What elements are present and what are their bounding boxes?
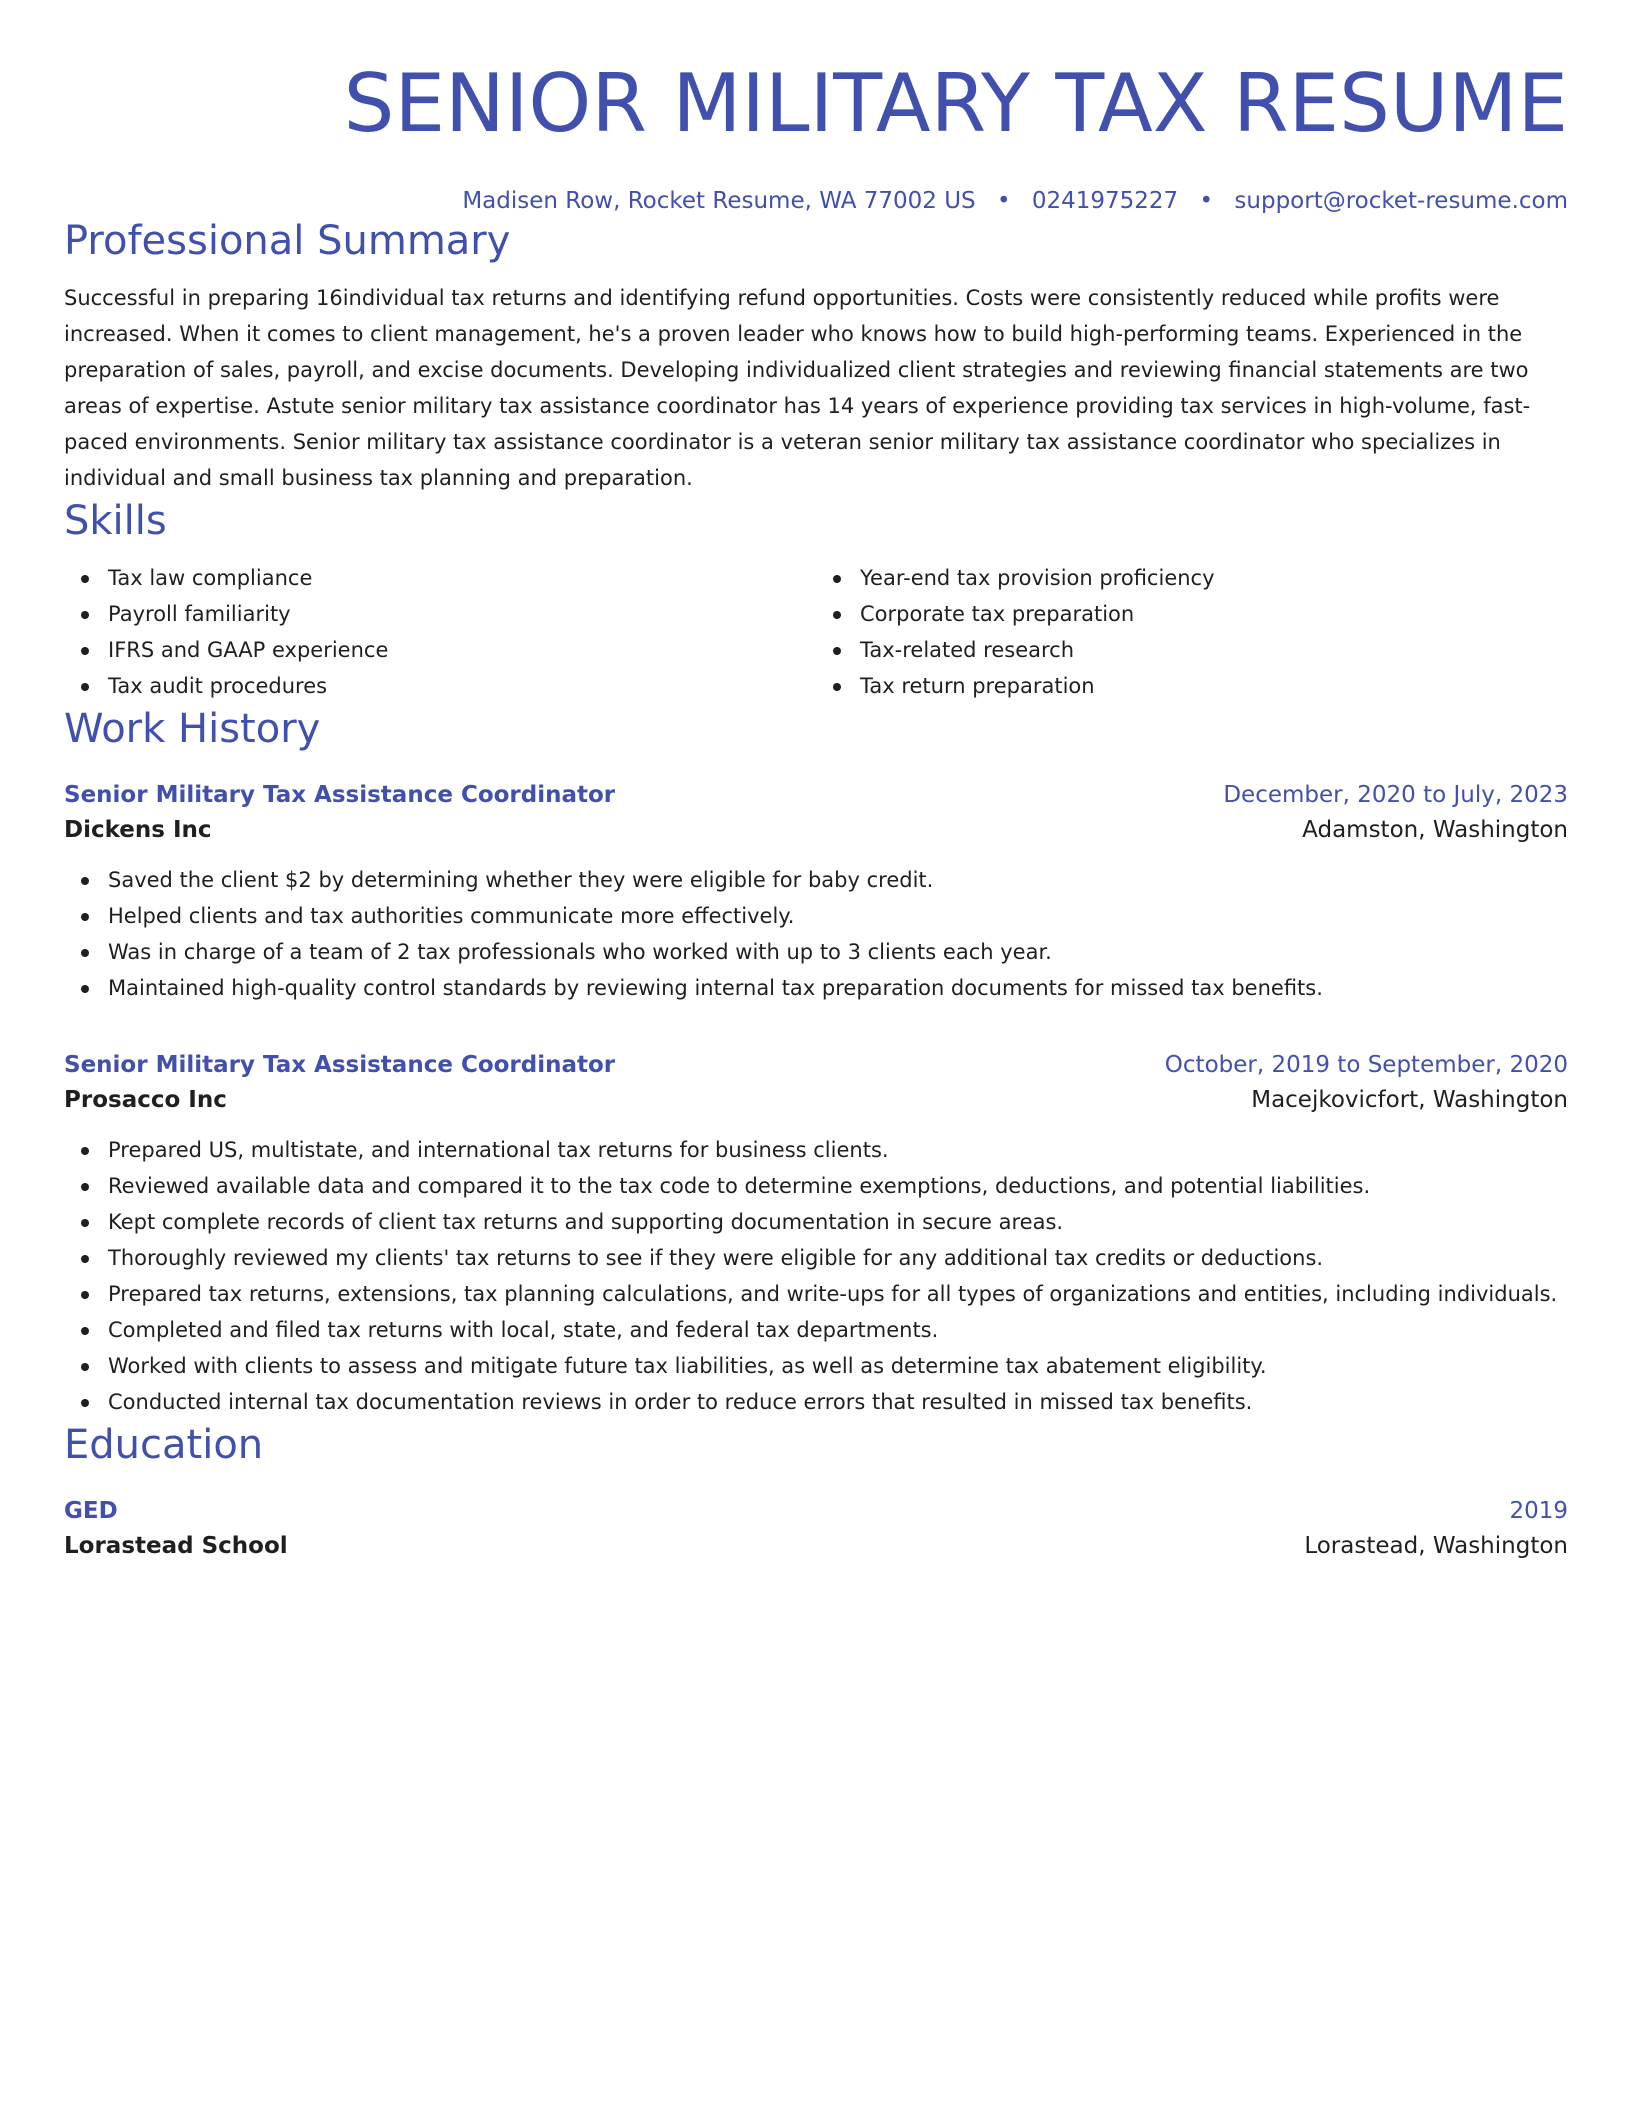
skill-item: Tax audit procedures bbox=[64, 668, 816, 704]
education-heading: Education bbox=[64, 1422, 264, 1468]
skills-section bbox=[64, 496, 1568, 704]
education-year: 2019 bbox=[1509, 1498, 1568, 1524]
summary-section bbox=[64, 216, 1568, 496]
job-location: Adamston, Washington bbox=[1302, 817, 1568, 843]
job-header-row bbox=[64, 1048, 1568, 1082]
summary-text: Successful in preparing 16individual tax returns and identifying refund opportunities. Costs were consistently reduced while profits were increased. When it comes to client management, he's a proven leader who knows how to build high-performing teams. Experienced in the preparation of sales, payroll, and excise documents. Developing individualized client strategies and reviewing financial statements are two areas of expertise. Astute senior military tax assistance coordinator has 14 years of experience providing tax services in high-volume, fast-paced environments. Senior military tax assistance coordinator is a veteran senior military tax assistance coordinator who specializes in individual and small business tax planning and preparation. bbox=[64, 286, 1531, 490]
skill-item: Tax return preparation bbox=[816, 668, 1568, 704]
job-bullet: Kept complete records of client tax returns and supporting documentation in secure areas. bbox=[64, 1204, 1568, 1240]
job-company: Prosacco Inc bbox=[64, 1087, 227, 1113]
job-entry bbox=[64, 1048, 1568, 1420]
education-section bbox=[64, 1420, 1568, 1564]
work-history-section bbox=[64, 704, 1568, 1420]
job-bullet: Prepared US, multistate, and international tax returns for business clients. bbox=[64, 1132, 1568, 1168]
contact-phone: 0241975227 bbox=[1031, 188, 1179, 214]
job-location: Macejkovicfort, Washington bbox=[1251, 1087, 1568, 1113]
job-bullet: Saved the client $2 by determining whether they were eligible for baby credit. bbox=[64, 862, 1568, 898]
skills-list-right bbox=[816, 560, 1568, 704]
education-degree: GED bbox=[64, 1498, 118, 1524]
education-school-row bbox=[64, 1528, 1568, 1564]
job-title: Senior Military Tax Assistance Coordinator bbox=[64, 1052, 616, 1078]
job-bullet: Completed and filed tax returns with local, state, and federal tax departments. bbox=[64, 1312, 1568, 1348]
job-bullet: Prepared tax returns, extensions, tax planning calculations, and write-ups for all types of organizations and entities, including individuals. bbox=[64, 1276, 1568, 1312]
education-entry bbox=[64, 1494, 1568, 1564]
resume-header bbox=[64, 56, 1568, 216]
summary-heading: Professional Summary bbox=[64, 218, 511, 264]
education-school: Lorastead School bbox=[64, 1533, 288, 1559]
job-company-row bbox=[64, 812, 1568, 848]
job-dates: December, 2020 to July, 2023 bbox=[1223, 782, 1568, 808]
skill-item: Year-end tax provision proficiency bbox=[816, 560, 1568, 596]
skills-list-left bbox=[64, 560, 816, 704]
contact-separator: • bbox=[996, 188, 1011, 214]
contact-email: support@rocket-resume.com bbox=[1234, 188, 1568, 214]
skills-grid bbox=[64, 560, 1568, 704]
job-bullet: Helped clients and tax authorities communicate more effectively. bbox=[64, 898, 1568, 934]
skill-item: IFRS and GAAP experience bbox=[64, 632, 816, 668]
skill-item: Payroll familiarity bbox=[64, 596, 816, 632]
contact-line bbox=[64, 186, 1568, 216]
job-bullet: Conducted internal tax documentation reviews in order to reduce errors that resulted in missed tax benefits. bbox=[64, 1384, 1568, 1420]
education-location: Lorastead, Washington bbox=[1304, 1533, 1568, 1559]
job-title: Senior Military Tax Assistance Coordinator bbox=[64, 782, 616, 808]
skill-item: Tax-related research bbox=[816, 632, 1568, 668]
job-bullet: Maintained high-quality control standards by reviewing internal tax preparation documents for missed tax benefits. bbox=[64, 970, 1568, 1006]
contact-address: Madisen Row, Rocket Resume, WA 77002 US bbox=[462, 188, 976, 214]
contact-separator: • bbox=[1199, 188, 1214, 214]
skills-heading: Skills bbox=[64, 498, 167, 544]
job-company-row bbox=[64, 1082, 1568, 1118]
skills-column-right bbox=[816, 560, 1568, 704]
job-company: Dickens Inc bbox=[64, 817, 212, 843]
work-history-heading: Work History bbox=[64, 706, 321, 752]
skill-item: Corporate tax preparation bbox=[816, 596, 1568, 632]
skill-item: Tax law compliance bbox=[64, 560, 816, 596]
job-bullet: Was in charge of a team of 2 tax professionals who worked with up to 3 clients each year. bbox=[64, 934, 1568, 970]
job-entry bbox=[64, 778, 1568, 1006]
job-bullet: Reviewed available data and compared it to the tax code to determine exemptions, deductions, and potential liabilities. bbox=[64, 1168, 1568, 1204]
skills-column-left bbox=[64, 560, 816, 704]
job-bullets bbox=[64, 1132, 1568, 1420]
resume-name: SENIOR MILITARY TAX RESUME bbox=[343, 57, 1568, 150]
job-dates: October, 2019 to September, 2020 bbox=[1164, 1052, 1568, 1078]
job-header-row bbox=[64, 778, 1568, 812]
education-header-row bbox=[64, 1494, 1568, 1528]
job-bullets bbox=[64, 862, 1568, 1006]
job-bullet: Worked with clients to assess and mitigate future tax liabilities, as well as determine tax abatement eligibility. bbox=[64, 1348, 1568, 1384]
job-bullet: Thoroughly reviewed my clients' tax returns to see if they were eligible for any additional tax credits or deductions. bbox=[64, 1240, 1568, 1276]
